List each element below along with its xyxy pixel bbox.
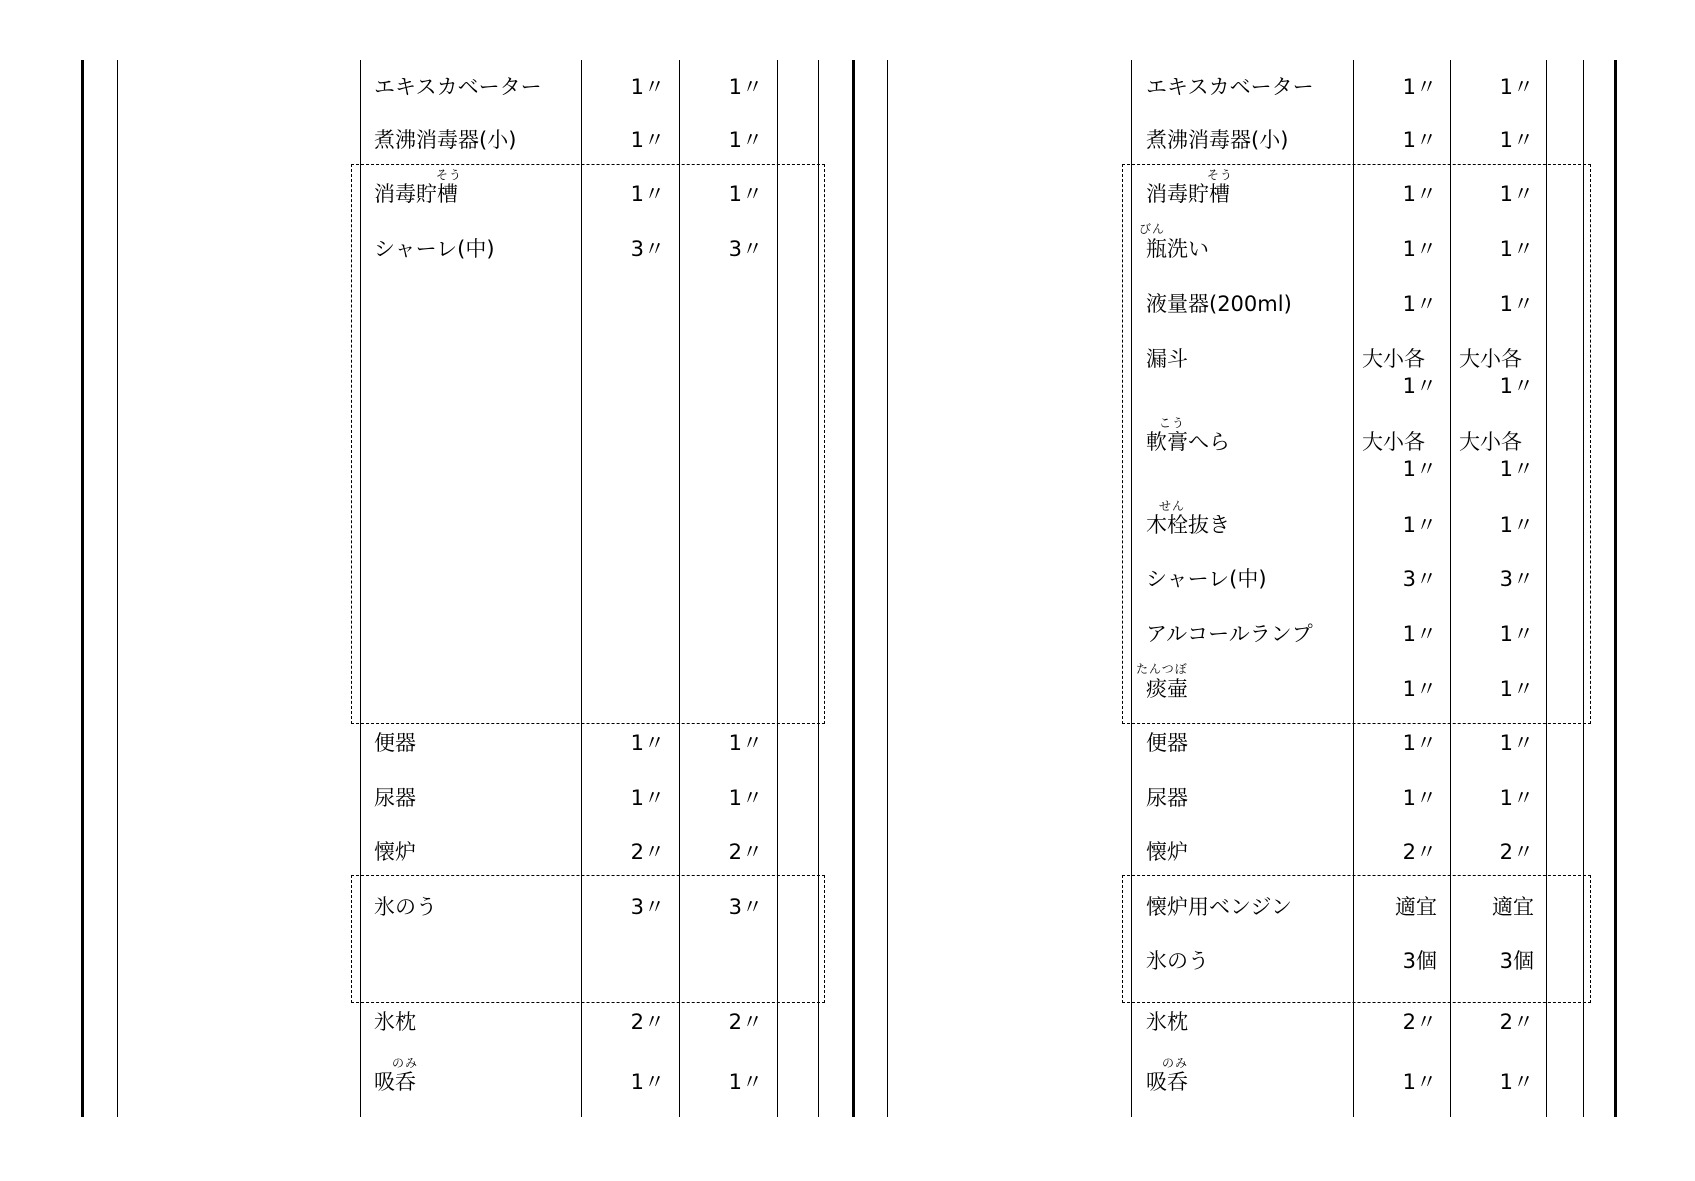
right-item-label: 痰壷 xyxy=(1146,677,1188,701)
left-item-label: 懐炉 xyxy=(374,840,416,864)
right-item-label: 懐炉用ベンジン xyxy=(1146,895,1292,919)
left-item-label: 氷のう xyxy=(374,895,437,919)
right-qty-a: 1〃 xyxy=(1402,786,1437,810)
left-qty-a: 1〃 xyxy=(630,182,665,206)
left-border-thick xyxy=(81,60,84,1117)
right-qty-a: 1〃 xyxy=(1402,622,1437,646)
right-qty-a: 1〃 xyxy=(1402,731,1437,755)
right-item-ruby: びん xyxy=(1139,222,1166,236)
left-item-ruby: のみ xyxy=(392,1056,419,1070)
right-qty-b: 1〃 xyxy=(1499,75,1534,99)
center-border-thick xyxy=(852,60,855,1117)
right-qty-b: 1〃 xyxy=(1499,128,1534,152)
left-qty-a: 3〃 xyxy=(630,895,665,919)
right-item-label: シャーレ(中) xyxy=(1146,567,1267,591)
right-qty-b: 1〃 xyxy=(1499,292,1534,316)
left-item-label: 吸呑 xyxy=(374,1070,416,1094)
right-qty-b: 1〃 xyxy=(1499,182,1534,206)
left-qty-a: 2〃 xyxy=(630,1010,665,1034)
left-qty-a: 1〃 xyxy=(630,1070,665,1094)
left-qty-a: 1〃 xyxy=(630,786,665,810)
right-item-label: 液量器(200ml) xyxy=(1146,292,1292,316)
right-qty-a: 3個 xyxy=(1402,949,1437,973)
right-item-label: 懐炉 xyxy=(1146,840,1188,864)
left-qty-b: 1〃 xyxy=(728,786,763,810)
left-qty-b: 1〃 xyxy=(728,182,763,206)
left-qty-a: 3〃 xyxy=(630,237,665,261)
left-qty-b: 2〃 xyxy=(728,1010,763,1034)
right-qty-a: 1〃 xyxy=(1402,128,1437,152)
left-qty-a: 2〃 xyxy=(630,840,665,864)
right-qty-b: 1〃 xyxy=(1499,513,1534,537)
right-qty-b: 3〃 xyxy=(1499,567,1534,591)
right-qty-a: 3〃 xyxy=(1402,567,1437,591)
right-item-label: 漏斗 xyxy=(1146,347,1188,371)
right-item-label: 吸呑 xyxy=(1146,1070,1188,1094)
left-qty-b: 3〃 xyxy=(728,237,763,261)
left-qty-a: 1〃 xyxy=(630,75,665,99)
right-item-label: 煮沸消毒器(小) xyxy=(1146,128,1289,152)
right-qty-a: 1〃 xyxy=(1402,182,1437,206)
right-border-thick xyxy=(1614,60,1617,1117)
right-item-ruby: たんつぼ xyxy=(1136,662,1188,676)
left-qty-b: 1〃 xyxy=(728,731,763,755)
right-item-label: 木栓抜き xyxy=(1146,513,1230,537)
right-qty-a-line2: 1〃 xyxy=(1402,457,1437,481)
left-qty-a: 1〃 xyxy=(630,731,665,755)
left-item-label: 尿器 xyxy=(374,786,416,810)
right-item-ruby: そう xyxy=(1207,168,1234,182)
right-qty-b: 3個 xyxy=(1499,949,1534,973)
right-qty-b: 1〃 xyxy=(1499,237,1534,261)
right-qty-a: 1〃 xyxy=(1402,292,1437,316)
left-item-label: シャーレ(中) xyxy=(374,237,495,261)
right-qty-a: 1〃 xyxy=(1402,513,1437,537)
left-qty-b: 2〃 xyxy=(728,840,763,864)
right-item-label: 消毒貯槽 xyxy=(1146,182,1230,206)
left-qty-b: 1〃 xyxy=(728,128,763,152)
right-qty-a: 2〃 xyxy=(1402,840,1437,864)
right-qty-b: 大小各 xyxy=(1459,430,1522,454)
right-item-label: 氷のう xyxy=(1146,949,1209,973)
right-qty-a: 1〃 xyxy=(1402,677,1437,701)
right-qty-a: 2〃 xyxy=(1402,1010,1437,1034)
right-qty-b: 1〃 xyxy=(1499,622,1534,646)
right-qty-b: 大小各 xyxy=(1459,347,1522,371)
right-item-label: アルコールランプ xyxy=(1146,622,1313,646)
left-rule-1 xyxy=(117,60,118,1117)
right-qty-a: 大小各 xyxy=(1362,347,1425,371)
right-qty-b: 1〃 xyxy=(1499,677,1534,701)
right-item-label: 便器 xyxy=(1146,731,1188,755)
right-item-label: 軟膏へら xyxy=(1146,430,1230,454)
right-item-label: 尿器 xyxy=(1146,786,1188,810)
left-item-label: 消毒貯槽 xyxy=(374,182,458,206)
left-item-ruby: そう xyxy=(436,168,463,182)
right-qty-a: 大小各 xyxy=(1362,430,1425,454)
right-item-ruby: せん xyxy=(1159,499,1186,513)
right-item-ruby: こう xyxy=(1159,416,1186,430)
right-rule-0 xyxy=(887,60,888,1117)
right-qty-b: 1〃 xyxy=(1499,786,1534,810)
right-qty-a: 1〃 xyxy=(1402,237,1437,261)
right-qty-b: 1〃 xyxy=(1499,1070,1534,1094)
right-qty-a-line2: 1〃 xyxy=(1402,374,1437,398)
left-item-label: 煮沸消毒器(小) xyxy=(374,128,517,152)
left-qty-b: 1〃 xyxy=(728,1070,763,1094)
left-item-label: 便器 xyxy=(374,731,416,755)
right-item-ruby: のみ xyxy=(1162,1056,1189,1070)
right-qty-a: 1〃 xyxy=(1402,1070,1437,1094)
right-item-label: 瓶洗い xyxy=(1146,237,1209,261)
left-item-label: エキスカベーター xyxy=(374,75,542,99)
right-qty-b: 2〃 xyxy=(1499,1010,1534,1034)
left-item-label: 氷枕 xyxy=(374,1010,416,1034)
right-qty-a: 1〃 xyxy=(1402,75,1437,99)
left-qty-b: 1〃 xyxy=(728,75,763,99)
right-qty-b-line2: 1〃 xyxy=(1499,374,1534,398)
right-item-label: 氷枕 xyxy=(1146,1010,1188,1034)
left-qty-a: 1〃 xyxy=(630,128,665,152)
right-qty-b: 1〃 xyxy=(1499,731,1534,755)
right-qty-b: 2〃 xyxy=(1499,840,1534,864)
right-qty-b: 適宜 xyxy=(1492,895,1534,919)
left-qty-b: 3〃 xyxy=(728,895,763,919)
right-qty-a: 適宜 xyxy=(1395,895,1437,919)
right-item-label: エキスカベーター xyxy=(1146,75,1314,99)
right-qty-b-line2: 1〃 xyxy=(1499,457,1534,481)
